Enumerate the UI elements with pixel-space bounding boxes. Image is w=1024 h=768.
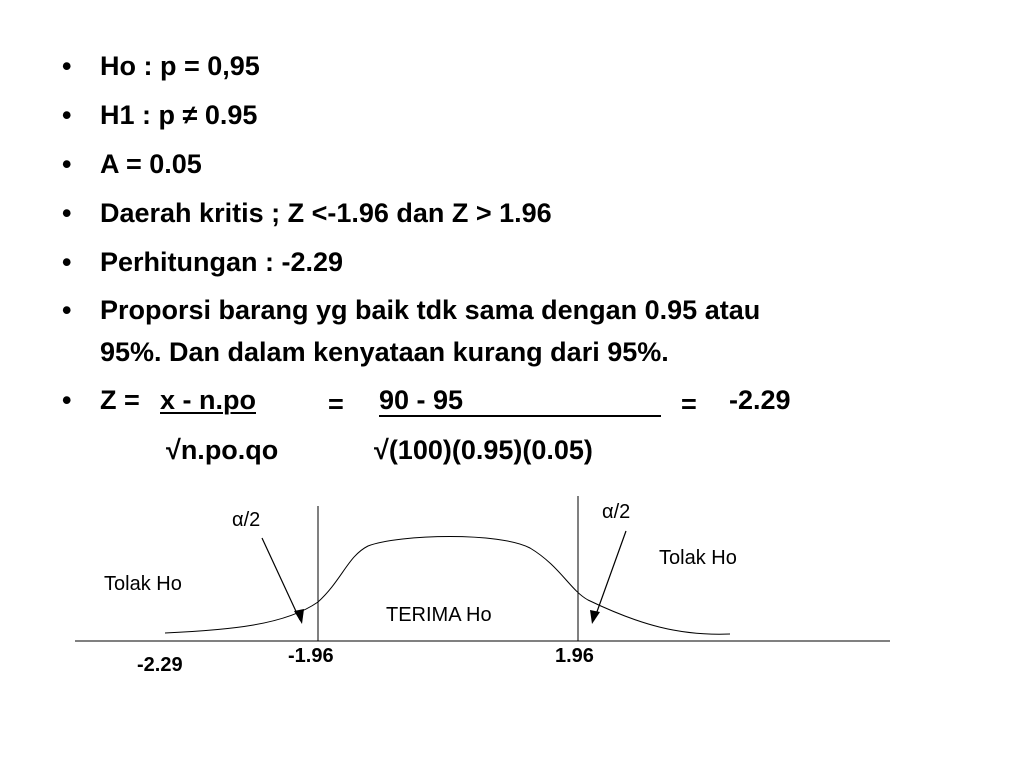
bullet-marker: • [62, 247, 72, 277]
tick-label-pos-1-96: 1.96 [555, 645, 594, 667]
arrow-right-shaft [594, 531, 626, 620]
arrow-left-shaft [262, 538, 300, 620]
formula-z-label: Z = [100, 385, 140, 415]
alpha-half-left-label: α/2 [232, 509, 261, 531]
formula-equals-1: = [328, 389, 344, 419]
formula-result: -2.29 [729, 385, 791, 415]
bullet-marker: • [62, 149, 72, 179]
bullet-marker: • [62, 100, 72, 130]
alpha-half-right-label: α/2 [602, 501, 631, 523]
tick-label-neg-1-96: -1.96 [288, 645, 334, 667]
accept-region-label: TERIMA Ho [386, 604, 492, 626]
bullet-critical-region: Daerah kritis ; Z <-1.96 dan Z > 1.96 [100, 198, 552, 228]
formula-numerator-2: 90 - 95 [379, 385, 464, 415]
bullet-marker: • [62, 295, 72, 325]
formula-numerator-1: x - n.po [160, 385, 256, 415]
bullet-ho: Ho : p = 0,95 [100, 51, 260, 81]
reject-region-right-label: Tolak Ho [659, 547, 737, 569]
bullet-conclusion-line2: 95%. Dan dalam kenyataan kurang dari 95%. [100, 337, 669, 367]
formula-denominator-1: √n.po.qo [166, 435, 279, 465]
bullet-alpha: A = 0.05 [100, 149, 202, 179]
formula-denominator-2: √(100)(0.95)(0.05) [374, 435, 593, 465]
arrow-right-head [590, 610, 600, 624]
tick-label-neg-2-29: -2.29 [137, 654, 183, 676]
bullet-marker: • [62, 198, 72, 228]
arrow-left-head [294, 609, 304, 624]
bullet-conclusion-line1: Proporsi barang yg baik tdk sama dengan 0.95 atau [100, 295, 761, 325]
bullet-calculation: Perhitungan : -2.29 [100, 247, 344, 277]
bullet-marker: • [62, 385, 72, 415]
bullet-h1: H1 : p ≠ 0.95 [100, 100, 258, 130]
reject-region-left-label: Tolak Ho [104, 573, 182, 595]
formula-equals-2: = [681, 389, 697, 419]
bullet-marker: • [62, 51, 72, 81]
